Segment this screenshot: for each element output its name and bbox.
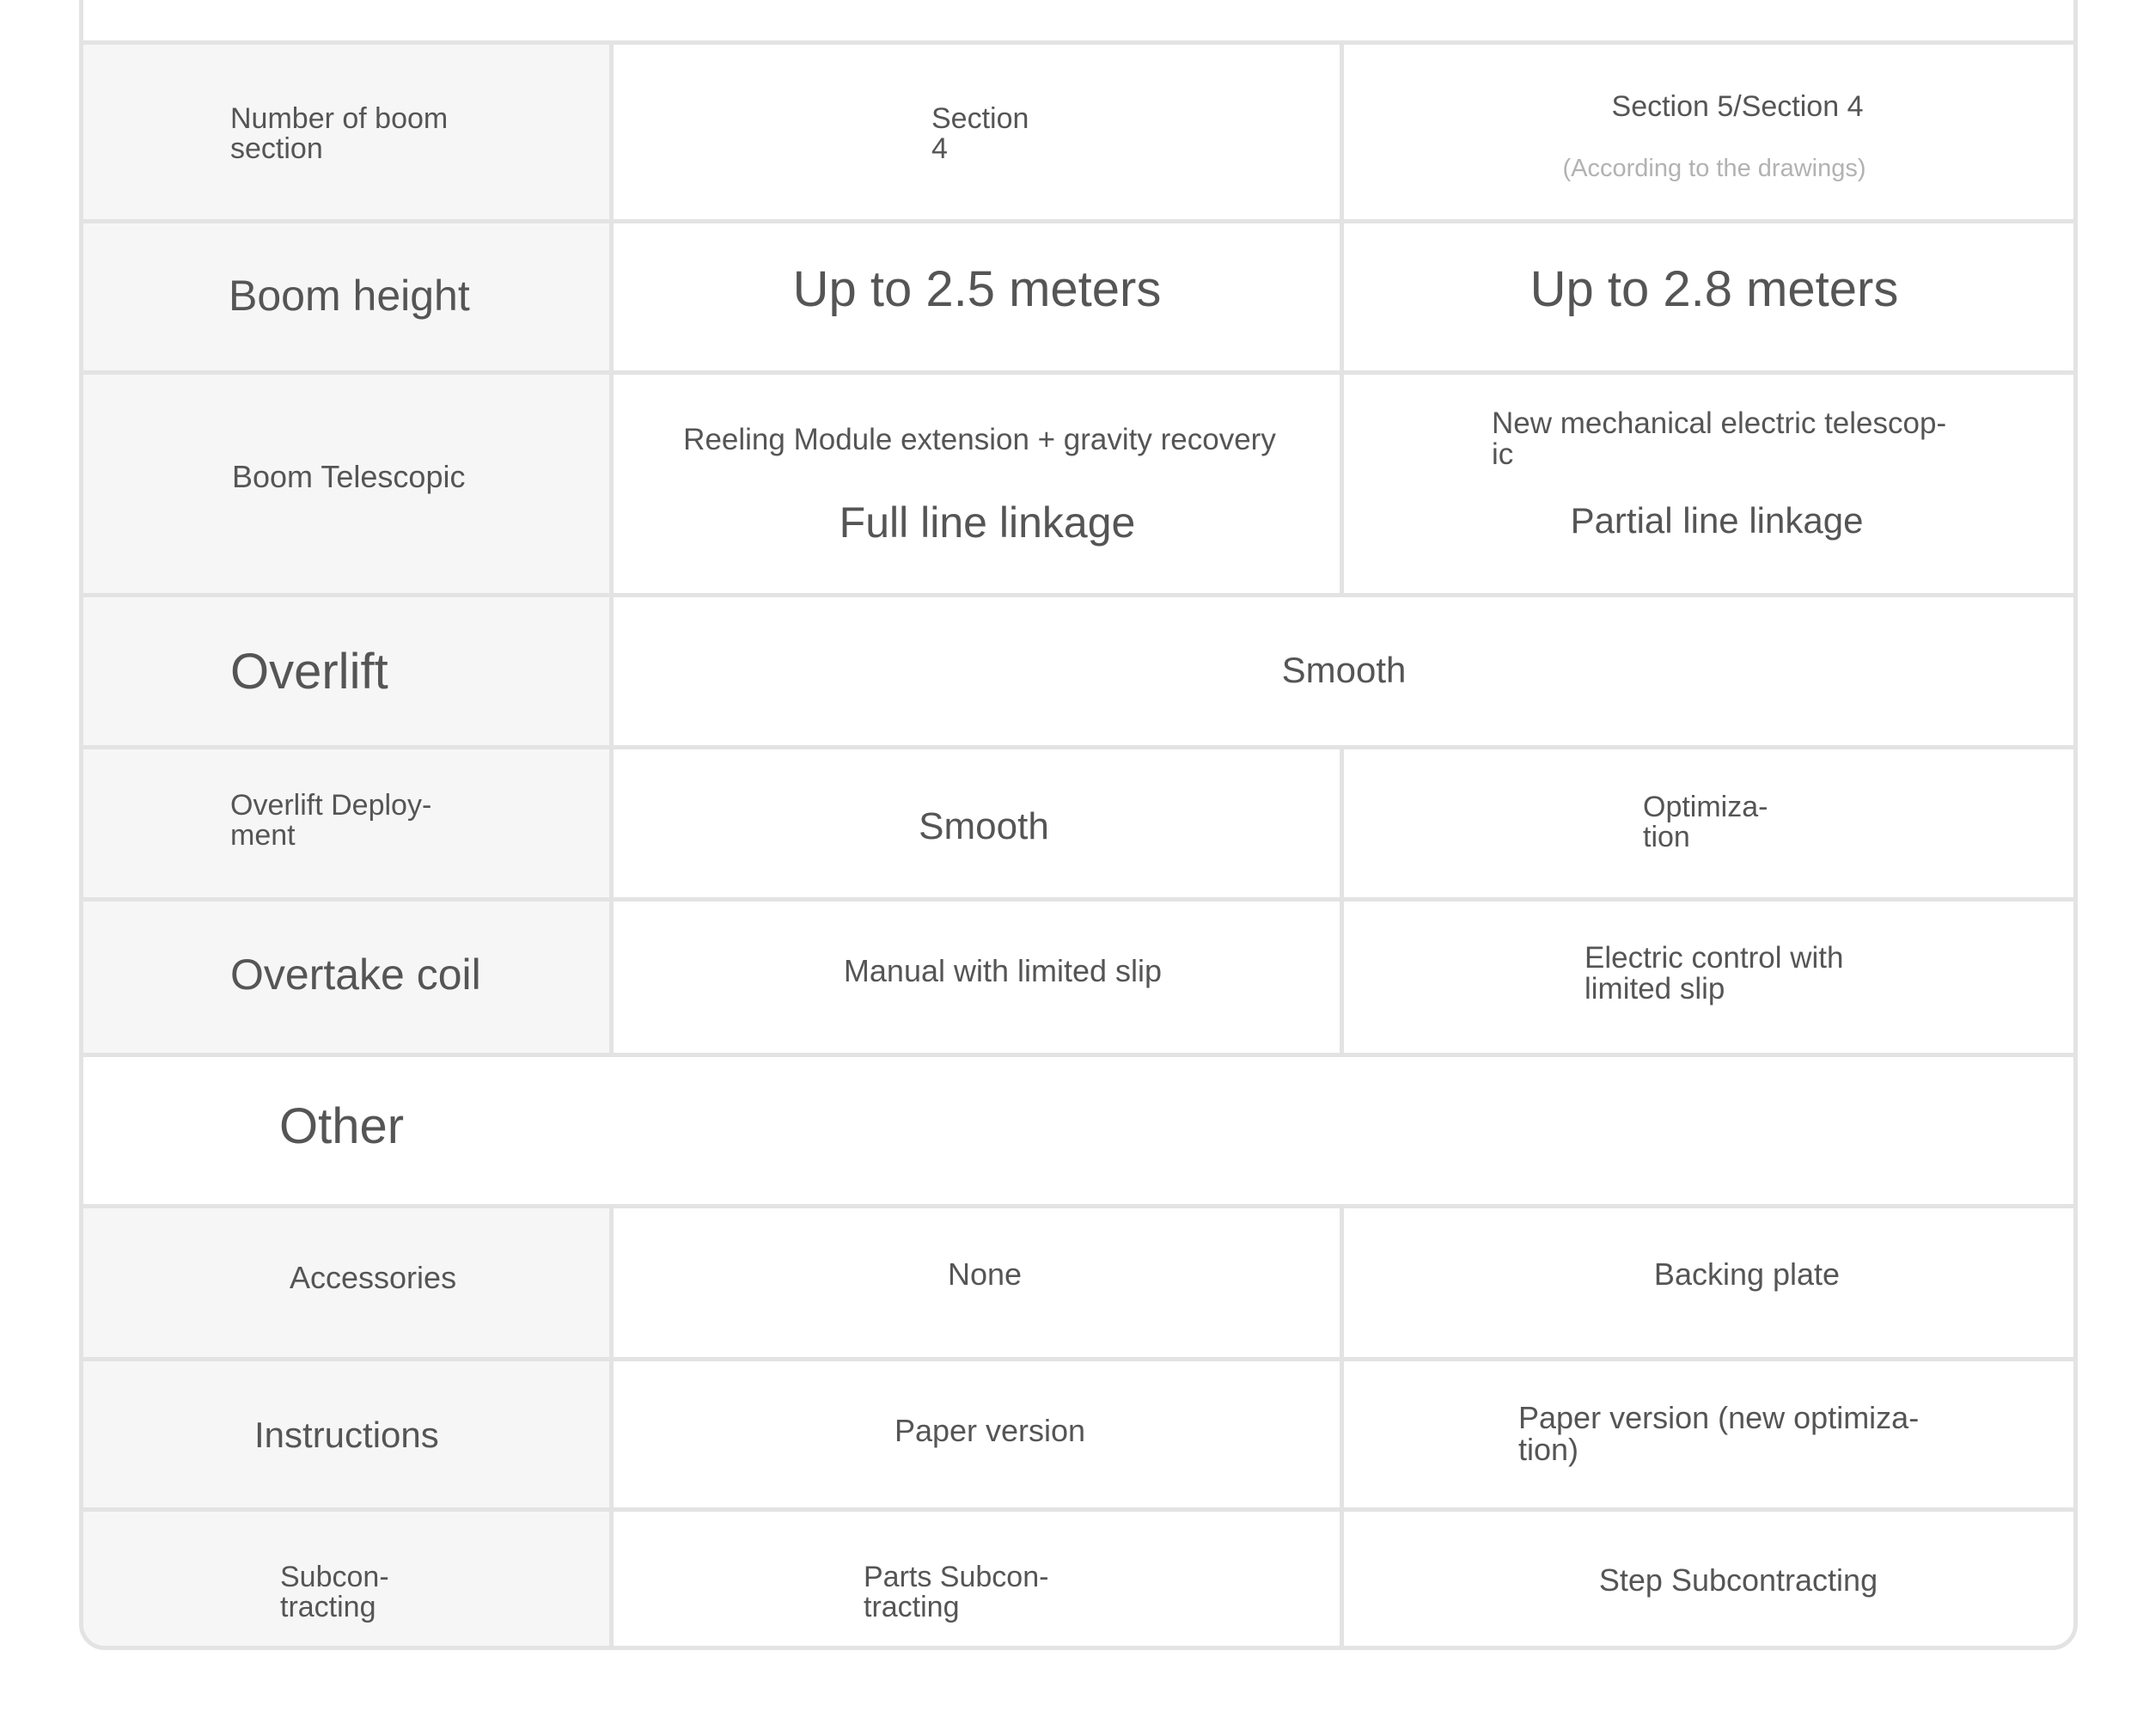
row-label-overlift-deployment: Overlift Deploy- ment — [230, 789, 432, 852]
cell-boom-sections-col2: Section 5/Section 4 — [1611, 90, 1864, 123]
cell-subcontracting-col1: Parts Subcon- tracting — [864, 1561, 1049, 1623]
row-label-instructions: Instructions — [254, 1415, 439, 1455]
row-label-subcontracting: Subcon- tracting — [280, 1561, 389, 1623]
cell-overlift-deployment-col2: Optimiza- tion — [1643, 791, 1768, 853]
row-label-boom-sections: Number of boom section — [230, 102, 449, 165]
cell-boom-telescopic-col1: Reeling Module extension + gravity recovery — [683, 423, 1276, 456]
cell-overlift-value: Smooth — [1281, 650, 1407, 690]
row-label-boom-telescopic: Boom Telescopic — [232, 459, 466, 494]
cell-boom-sections-col1: Section 4 — [931, 102, 1029, 165]
row-label-boom-height: Boom height — [229, 272, 470, 320]
cell-overtake-coil-col1: Manual with limited slip — [843, 953, 1163, 988]
comparison-table — [79, 0, 2078, 1650]
cell-boom-height-col1: Up to 2.5 meters — [792, 261, 1162, 317]
row-label-accessories: Accessories — [290, 1260, 457, 1295]
cell-boom-telescopic-col1-linkage: Full line linkage — [839, 498, 1136, 547]
cell-overtake-coil-col2: Electric control with limited slip — [1585, 941, 1844, 1006]
section-heading-other: Other — [279, 1098, 405, 1154]
cell-accessories-col1: None — [947, 1256, 1023, 1292]
row-label-overtake-coil: Overtake coil — [230, 951, 481, 999]
cell-overlift-deployment-col1: Smooth — [919, 805, 1049, 847]
cell-subcontracting-col2: Step Subcontracting — [1598, 1562, 1878, 1598]
cell-boom-telescopic-col2: New mechanical electric telescop- ic — [1492, 406, 1947, 471]
cell-boom-telescopic-col2-linkage: Partial line linkage — [1570, 500, 1864, 541]
cell-boom-sections-note: (According to the drawings) — [1562, 155, 1866, 182]
cell-boom-height-col2: Up to 2.8 meters — [1530, 261, 1899, 317]
row-label-overlift: Overlift — [230, 644, 388, 700]
cell-instructions-col2: Paper version (new optimiza- tion) — [1518, 1400, 1920, 1467]
label-column-bg — [83, 45, 611, 1057]
cell-accessories-col2: Backing plate — [1653, 1256, 1841, 1292]
cell-instructions-col1: Paper version — [894, 1413, 1086, 1448]
